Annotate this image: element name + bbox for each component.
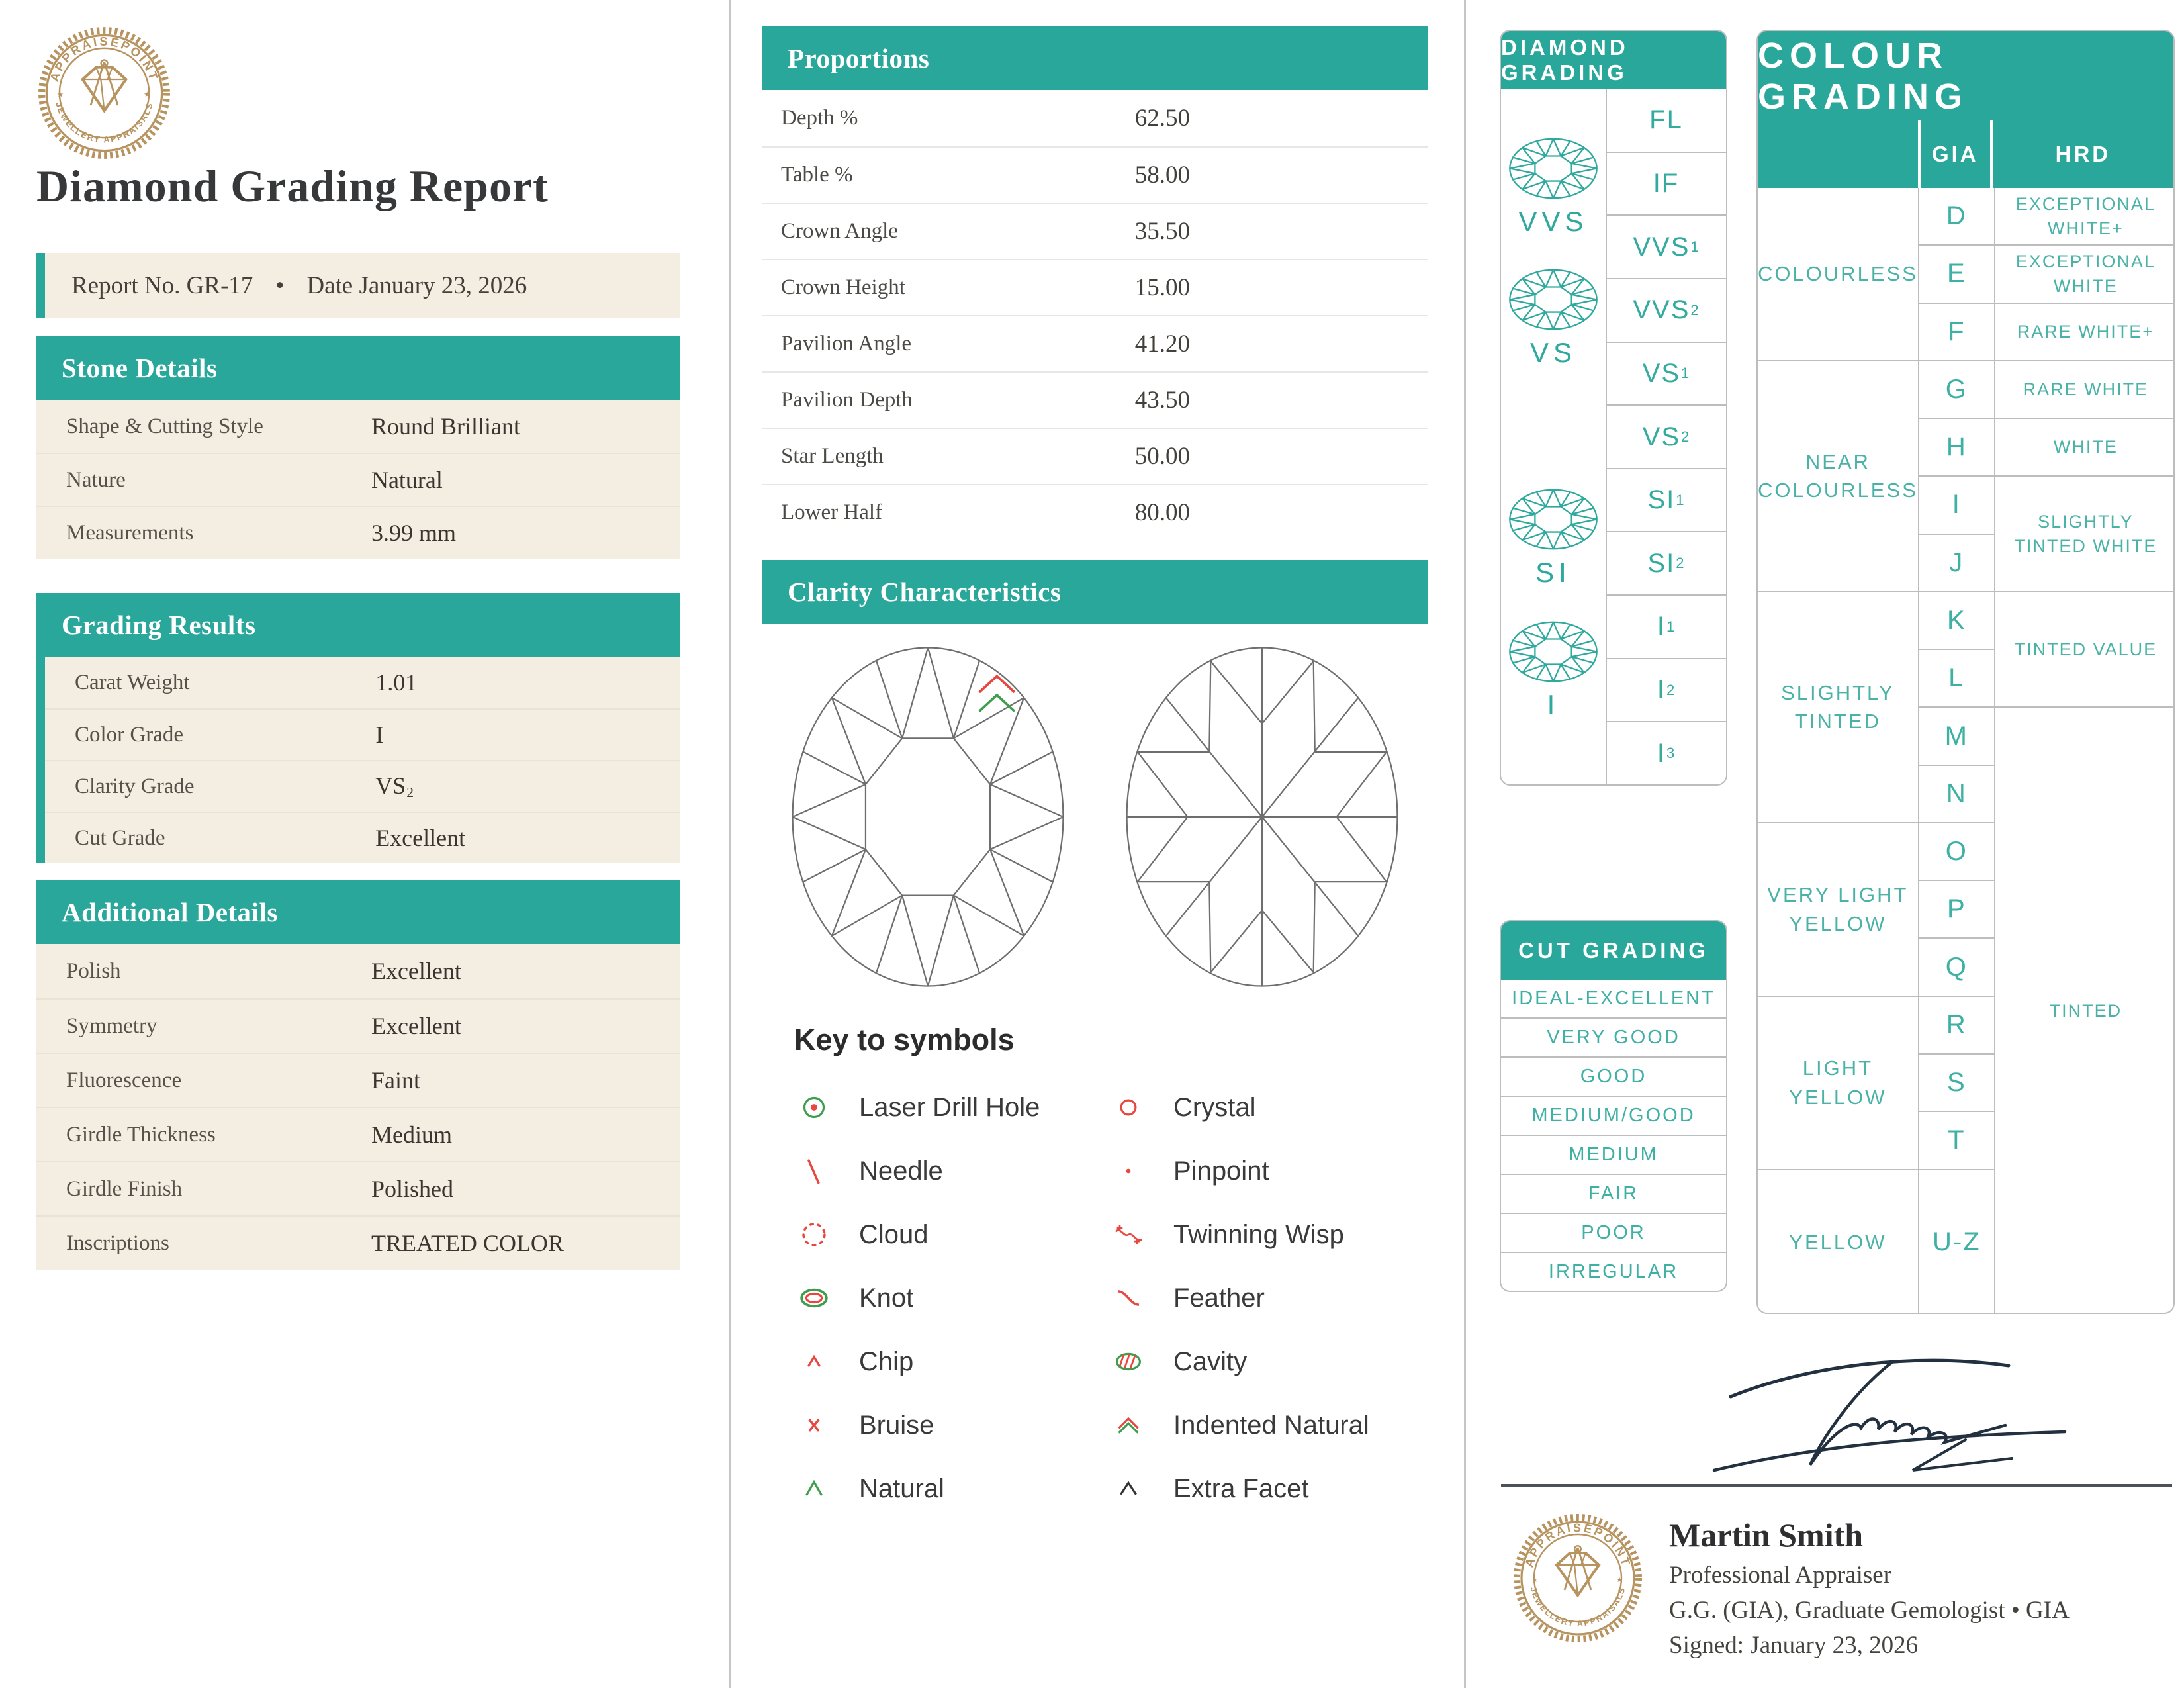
hrd-term-cell: TINTED VALUE <box>1995 592 2175 707</box>
gia-letter-cell: E <box>1919 246 1994 302</box>
signed-date: Signed: January 23, 2026 <box>1669 1632 1919 1659</box>
svg-text:★: ★ <box>1616 1576 1623 1584</box>
row-label: Pavilion Depth <box>781 388 913 412</box>
additional-details-row <box>36 1107 680 1161</box>
cut-grading-title: CUT GRADING <box>1501 921 1726 980</box>
row-value: TREATED COLOR <box>371 1230 564 1256</box>
page-title: Diamond Grading Report <box>36 161 549 211</box>
gia-letter-cell: D <box>1919 188 1994 244</box>
row-value: 50.00 <box>1134 443 1191 470</box>
key-symbol-label: Twinning Wisp <box>1173 1219 1344 1249</box>
grading-group-si: SI <box>1501 487 1606 588</box>
indented-natural-mark-icon <box>979 676 1015 692</box>
row-value: 80.00 <box>1134 499 1191 526</box>
row-value: VS2 <box>375 772 414 801</box>
cavity-icon <box>1109 1342 1148 1382</box>
key-symbol-label: Needle <box>859 1156 943 1186</box>
colour-group-cell: VERY LIGHT YELLOW <box>1758 823 1918 996</box>
section-title: Clarity Characteristics <box>788 577 1062 607</box>
row-value: Faint <box>371 1067 420 1094</box>
diamond-grading-groups <box>1501 89 1607 784</box>
key-symbol-item <box>1109 1203 1369 1266</box>
gem-top-view-icon <box>1505 619 1602 685</box>
stone-details-row <box>36 400 680 453</box>
cloud-icon <box>794 1215 834 1254</box>
clarity-cell: VVS 2 <box>1607 278 1726 342</box>
row-value: Round Brilliant <box>371 413 520 440</box>
key-symbol-item <box>1109 1266 1369 1330</box>
key-symbol-label: Feather <box>1173 1283 1265 1313</box>
row-label: Cut Grade <box>75 825 165 850</box>
appraiser-role: Professional Appraiser <box>1669 1562 1892 1589</box>
additional-details-row <box>36 944 680 998</box>
row-value: Excellent <box>375 825 466 851</box>
gia-letter-cell: H <box>1919 419 1994 475</box>
gem-top-view-icon <box>1505 487 1602 553</box>
column-divider-right <box>1464 0 1466 1688</box>
row-value: 62.50 <box>1134 105 1191 132</box>
clarity-cell: SI 1 <box>1607 468 1726 532</box>
additional-details-section <box>36 880 680 1270</box>
grading-group-vvs: VVS <box>1501 136 1606 238</box>
key-symbol-item <box>1109 1457 1369 1521</box>
appraiser-name: Martin Smith <box>1669 1517 1864 1554</box>
section-title: Additional Details <box>62 897 278 927</box>
row-label: Carat Weight <box>75 670 190 694</box>
key-symbol-item <box>1109 1076 1369 1139</box>
proportions-row <box>762 259 1428 315</box>
row-value: 3.99 mm <box>371 520 456 546</box>
gia-column-header: GIA <box>1918 120 1993 188</box>
colour-group-cell: LIGHT YELLOW <box>1758 997 1918 1169</box>
clarity-cell: VVS 1 <box>1607 214 1726 278</box>
row-value: Excellent <box>371 1013 461 1039</box>
gia-letter-cell: I <box>1919 477 1994 533</box>
row-value: I <box>375 722 384 748</box>
column-divider-left <box>729 0 731 1688</box>
hrd-term-cell: EXCEPTIONAL WHITE+ <box>1995 188 2175 244</box>
gia-letter-cell: R <box>1919 997 1994 1053</box>
chip-icon <box>794 1342 834 1382</box>
additional-details-row <box>36 1053 680 1107</box>
row-value: Natural <box>371 467 443 493</box>
colour-group-cell: COLOURLESS <box>1758 188 1918 360</box>
row-label: Girdle Finish <box>66 1176 183 1201</box>
row-value: 43.50 <box>1134 387 1191 414</box>
colour-grading-title: COLOUR GRADING <box>1758 35 1968 117</box>
gia-letter-cell: O <box>1919 823 1994 880</box>
key-symbol-label: Crystal <box>1173 1092 1256 1122</box>
additional-details-row <box>36 1215 680 1270</box>
gia-letter-cell: J <box>1919 535 1994 591</box>
clarity-cell: SI 2 <box>1607 531 1726 594</box>
row-value: 58.00 <box>1134 162 1191 189</box>
additional-details-row <box>36 1161 680 1215</box>
indented-natural-icon <box>1109 1405 1148 1445</box>
grading-results-row <box>45 812 680 863</box>
twinning-wisp-icon <box>1109 1215 1148 1254</box>
row-label: Clarity Grade <box>75 774 195 798</box>
clarity-characteristics-header <box>762 560 1428 624</box>
grading-results-row <box>45 657 680 708</box>
colour-group-cell: SLIGHTLY TINTED <box>1758 592 1918 822</box>
appraisepoint-seal-icon <box>1512 1512 1644 1644</box>
key-symbol-label: Cavity <box>1173 1346 1248 1376</box>
key-symbol-item <box>794 1203 1109 1266</box>
colour-group-cell: NEAR COLOURLESS <box>1758 361 1918 591</box>
clarity-cell: I 1 <box>1607 594 1726 658</box>
key-symbol-item <box>1109 1139 1369 1203</box>
proportions-row <box>762 484 1428 540</box>
cut-grade-cell: FAIR <box>1501 1174 1726 1213</box>
extra-facet-icon <box>1109 1469 1148 1509</box>
bruise-icon <box>794 1405 834 1445</box>
grading-group-vs: VS <box>1501 267 1606 369</box>
gem-top-view-icon <box>1505 267 1602 333</box>
colour-grading-scale-panel <box>1756 30 2175 1314</box>
gia-letter-cell: N <box>1919 766 1994 822</box>
section-title: Stone Details <box>62 353 218 383</box>
hrd-column-header: HRD <box>2055 142 2111 166</box>
svg-text:★: ★ <box>56 91 64 99</box>
gia-letter-cell: T <box>1919 1112 1994 1168</box>
row-value: 35.50 <box>1134 218 1191 245</box>
needle-icon <box>794 1151 834 1191</box>
clarity-cell: IF <box>1607 152 1726 215</box>
seal-arc-bottom-text: JEWELLERY APPRAISALS <box>1528 1585 1627 1629</box>
colour-grading-table <box>1758 188 2173 1314</box>
row-label: Nature <box>66 467 126 492</box>
row-label: Color Grade <box>75 722 184 747</box>
grading-group-i: I <box>1501 619 1606 721</box>
key-symbol-item <box>794 1457 1109 1521</box>
row-label: Lower Half <box>781 500 883 524</box>
hrd-term-cell: EXCEPTIONAL WHITE <box>1995 246 2175 302</box>
additional-details-row <box>36 998 680 1053</box>
gia-letter-cell: P <box>1919 881 1994 937</box>
stone-details-row <box>36 453 680 506</box>
gia-letter-cell: M <box>1919 708 1994 764</box>
row-value: Excellent <box>371 958 461 984</box>
cut-grading-scale-panel <box>1500 920 1727 1292</box>
gia-letter-cell: F <box>1919 304 1994 360</box>
appraiser-signature-icon <box>1694 1347 2124 1479</box>
row-value: Polished <box>371 1176 453 1202</box>
key-symbol-item <box>794 1266 1109 1330</box>
clarity-cell: VS 2 <box>1607 404 1726 468</box>
row-value: 15.00 <box>1134 274 1191 301</box>
hrd-term-cell: RARE WHITE+ <box>1995 304 2175 360</box>
gia-letter-cell: S <box>1919 1055 1994 1111</box>
key-symbol-label: Indented Natural <box>1173 1410 1369 1440</box>
clarity-cell: I 3 <box>1607 721 1726 784</box>
cut-grade-cell: POOR <box>1501 1213 1726 1252</box>
stone-details-section <box>36 336 680 559</box>
row-label: Measurements <box>66 520 194 545</box>
section-title: Grading Results <box>62 610 256 640</box>
clarity-plot-diagrams <box>762 634 1428 1000</box>
key-symbol-item <box>794 1076 1109 1139</box>
hrd-term-cell: WHITE <box>1995 419 2175 475</box>
key-symbol-label: Knot <box>859 1283 914 1313</box>
cut-grade-cell: IRREGULAR <box>1501 1252 1726 1291</box>
key-symbol-item <box>1109 1330 1369 1393</box>
diamond-grading-title: DIAMOND GRADING <box>1501 31 1726 89</box>
row-label: Pavilion Angle <box>781 332 912 355</box>
proportions-row <box>762 90 1428 146</box>
bullet-separator: • <box>275 271 285 299</box>
report-date: Date January 23, 2026 <box>306 271 527 299</box>
report-number: Report No. GR-17 <box>71 271 253 299</box>
proportions-row <box>762 203 1428 259</box>
row-label: Depth % <box>781 106 858 130</box>
gem-top-view-icon <box>1505 136 1602 202</box>
stone-details-row <box>36 506 680 559</box>
row-value: Medium <box>371 1121 452 1148</box>
row-label: Polish <box>66 959 121 983</box>
key-symbol-label: Laser Drill Hole <box>859 1092 1040 1122</box>
appraisepoint-seal-icon <box>36 25 172 161</box>
row-label: Crown Angle <box>781 219 898 243</box>
appraiser-credentials: G.G. (GIA), Graduate Gemologist • GIA <box>1669 1597 2070 1624</box>
gia-letter-cell: Q <box>1919 939 1994 995</box>
clarity-scale-cells <box>1607 89 1726 784</box>
clarity-cell: FL <box>1649 105 1683 135</box>
proportions-row <box>762 428 1428 484</box>
pinpoint-icon <box>1109 1151 1148 1191</box>
row-label: Symmetry <box>66 1013 158 1038</box>
key-symbol-item <box>794 1393 1109 1457</box>
proportions-row <box>762 315 1428 371</box>
cut-grade-cell: VERY GOOD <box>1501 1017 1726 1056</box>
laser-drill-hole-icon <box>794 1088 834 1127</box>
svg-text:★: ★ <box>143 91 151 99</box>
cut-grade-cell: IDEAL-EXCELLENT <box>1512 988 1715 1009</box>
natural-icon <box>794 1469 834 1509</box>
key-symbol-label: Natural <box>859 1474 944 1503</box>
key-symbol-item <box>1109 1393 1369 1457</box>
proportions-row <box>762 371 1428 428</box>
row-label: Fluorescence <box>66 1068 182 1092</box>
gia-letter-cell: G <box>1919 361 1994 418</box>
signature-divider <box>1501 1484 2172 1487</box>
seal-arc-top-text: APPRAISEPOINT <box>1522 1521 1633 1569</box>
hrd-term-cell: RARE WHITE <box>1995 361 2175 418</box>
clarity-cell: I 2 <box>1607 658 1726 722</box>
key-symbol-label: Bruise <box>859 1410 934 1440</box>
row-value: 41.20 <box>1134 330 1191 357</box>
row-label: Girdle Thickness <box>66 1122 216 1147</box>
key-symbol-item <box>794 1330 1109 1393</box>
key-to-symbols-title: Key to symbols <box>794 1023 1015 1056</box>
key-symbol-item <box>794 1139 1109 1203</box>
proportions-section <box>762 26 1428 540</box>
seal-arc-bottom-text: JEWELLERY APPRAISALS <box>54 101 155 145</box>
knot-icon <box>794 1278 834 1318</box>
cut-grade-cell: GOOD <box>1501 1056 1726 1096</box>
row-label: Table % <box>781 163 853 187</box>
grading-results-row <box>45 760 680 812</box>
row-label: Star Length <box>781 444 884 468</box>
appraiser-info-block <box>1669 1516 2070 1660</box>
colour-grading-blank-header <box>1758 120 1918 188</box>
key-symbol-label: Chip <box>859 1346 914 1376</box>
grading-results-section <box>36 593 680 863</box>
gia-letter-cell: K <box>1919 592 1994 649</box>
report-meta-bar <box>36 253 680 318</box>
grading-results-row <box>45 708 680 760</box>
feather-icon <box>1109 1278 1148 1318</box>
key-to-symbols-list <box>794 1076 1430 1521</box>
cut-grade-cell: MEDIUM <box>1501 1135 1726 1174</box>
diamond-grading-scale-panel <box>1500 30 1727 786</box>
diamond-crown-view-diagram-icon <box>779 634 1077 1000</box>
key-symbol-label: Pinpoint <box>1173 1156 1269 1186</box>
clarity-cell: VS 1 <box>1607 342 1726 405</box>
gia-letter-cell: L <box>1919 650 1994 706</box>
row-label: Crown Height <box>781 275 905 299</box>
proportions-row <box>762 146 1428 203</box>
row-label: Shape & Cutting Style <box>66 414 263 438</box>
hrd-term-cell: SLIGHTLY TINTED WHITE <box>1995 477 2175 591</box>
row-value: 1.01 <box>375 669 418 696</box>
key-symbol-label: Extra Facet <box>1173 1474 1309 1503</box>
key-symbol-label: Cloud <box>859 1219 929 1249</box>
section-title: Proportions <box>788 43 930 73</box>
gia-letter-cell: U-Z <box>1919 1170 1994 1314</box>
row-label: Inscriptions <box>66 1231 169 1255</box>
cut-grade-cell: MEDIUM/GOOD <box>1501 1096 1726 1135</box>
svg-text:★: ★ <box>1531 1576 1538 1584</box>
diamond-pavilion-view-diagram-icon <box>1113 634 1411 1000</box>
crystal-icon <box>1109 1088 1148 1127</box>
seal-arc-top-text: APPRAISEPOINT <box>46 34 161 83</box>
hrd-term-cell: TINTED <box>1995 708 2175 1314</box>
colour-group-cell: YELLOW <box>1758 1170 1918 1314</box>
